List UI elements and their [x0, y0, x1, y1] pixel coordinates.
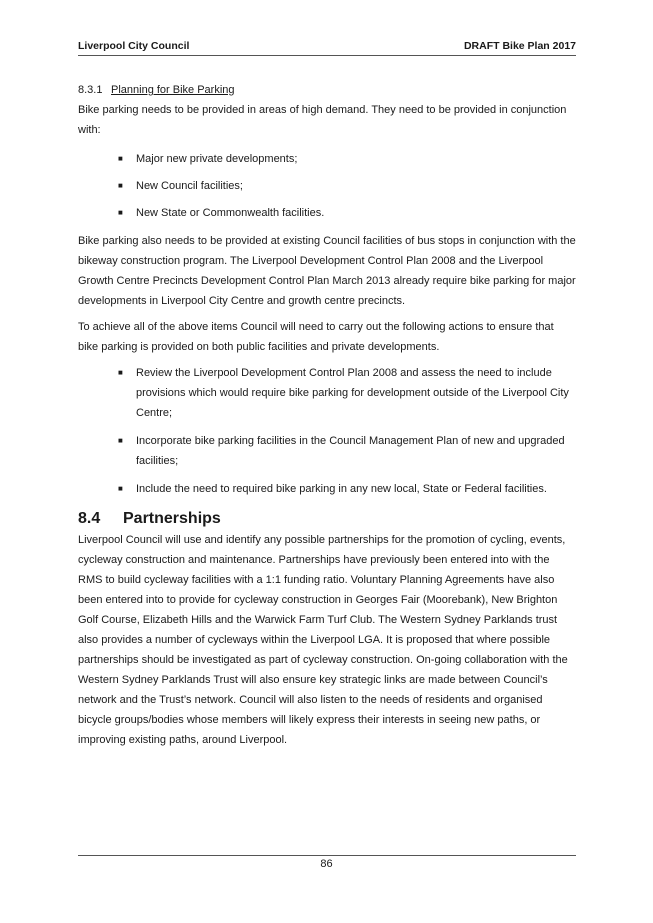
bullet-icon: ■: [118, 368, 123, 377]
list-item: [78, 149, 576, 169]
paragraph-existing-facilities: Bike parking also needs to be provided at existing Council facilities of bus stops in conjunction with the bikeway construction program. The Liverpool Development Control Plan 2008 and the Liverpool Growth Centre Precincts Development Control Plan March 2013 already require bike parking for major developments in Liverpool City Centre and growth centre precincts.: [78, 235, 576, 307]
list-item-text: Incorporate bike parking facilities in the Council Management Plan of new and upgraded facilities;: [136, 435, 565, 467]
list-item-text: Major new private developments;: [136, 153, 298, 165]
list-item-text: Include the need to required bike parking in any new local, State or Federal facilities.: [136, 483, 547, 495]
subsection-title: Planning for Bike Parking: [111, 84, 235, 96]
list-item: [78, 479, 576, 499]
header-organisation: Liverpool City Council: [78, 40, 190, 52]
bullet-icon: ■: [118, 208, 123, 217]
footer-divider: [78, 855, 576, 856]
subsection-heading: [78, 80, 576, 100]
list-item: [78, 176, 576, 196]
subsection-number: 8.3.1: [78, 84, 103, 96]
header-document-title: DRAFT Bike Plan 2017: [463, 40, 576, 52]
partnerships-paragraph: Liverpool Council will use and identify any possible partnerships for the promotion of cycling, events, cycleway construction and maintenance. Partnerships have previously been entered into with the RMS to build cycleway facilities with a 1:1 funding ratio. Voluntary Planning Agreements have also been entered into to provide for cycleway construction in Georges Fair (Moorebank), New Brighton Golf Course, Elizabeth Hills and the Warwick Farm Turf Club. The Western Sydney Parklands trust also provides a number of cycleways within the Liverpool LGA. It is proposed that where possible partnerships should be investigated as part of cycleway construction. On-going collaboration with the Western Sydney Parklands Trust will also ensure key strategic links are made between Council’s network and the Trust’s network. Council will also listen to the needs of residents and organised bicycle groups/bodies whose members will likely express their interests in seeing new paths, or improving existing paths, around Liverpool.: [78, 534, 568, 746]
page-header: [78, 40, 576, 54]
list-item: [78, 203, 576, 223]
list-item-text: New Council facilities;: [136, 180, 243, 192]
subsection-intro: Bike parking needs to be provided in areas of high demand. They need to be provided in conjunction with:: [78, 104, 567, 136]
page-number: 86: [320, 858, 333, 870]
list-item-text: New State or Commonwealth facilities.: [136, 207, 325, 219]
list-item: [78, 363, 576, 423]
list-item-text: Review the Liverpool Development Control Plan 2008 and assess the need to include provisions which would require bike parking for development outside of the Liverpool City Centre;: [136, 367, 569, 419]
bullet-icon: ■: [118, 436, 123, 445]
facility-list: [78, 149, 576, 223]
section-title: Partnerships: [123, 510, 221, 527]
list-item: [78, 431, 576, 471]
bullet-icon: ■: [118, 181, 123, 190]
bullet-icon: ■: [118, 484, 123, 493]
section-heading: [78, 508, 576, 530]
paragraph-actions-intro: To achieve all of the above items Council will need to carry out the following actions to ensure that bike parking is provided on both public facilities and private developments.: [78, 321, 554, 353]
bullet-icon: ■: [118, 154, 123, 163]
section-number: 8.4: [78, 510, 101, 527]
actions-list: [78, 363, 576, 499]
header-divider: [78, 55, 576, 56]
page-content: [78, 80, 576, 750]
